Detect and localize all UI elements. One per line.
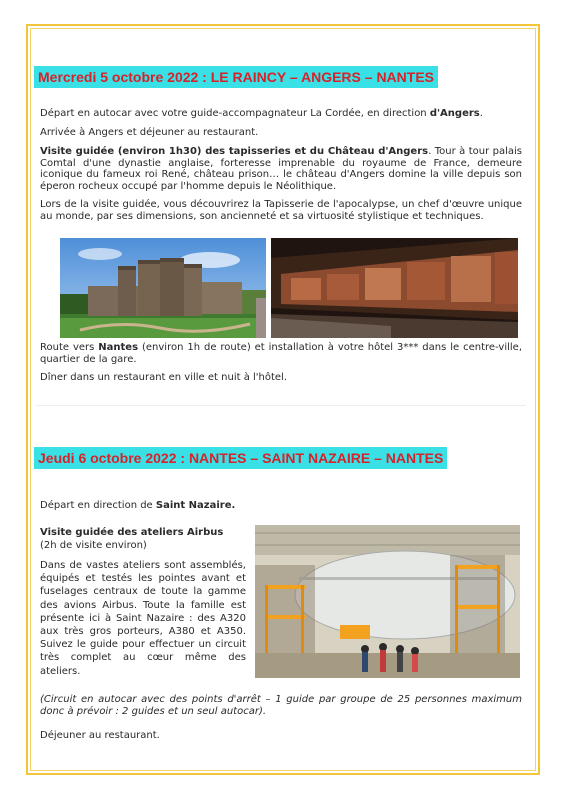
airbus-atelier-photo (255, 525, 520, 678)
day2-note: (Circuit en autocar avec des points d'arrêt – 1 guide par groupe de 25 personnes maximum donc à prévoir : 2 guides et un seul autocar). (40, 694, 522, 717)
day1-visite-bold: Visite guidée (environ 1h30) des tapisseries et du Château d'Angers (40, 146, 429, 157)
day2-depart-bold: Saint Nazaire. (155, 500, 236, 511)
day1-tapisserie: Lors de la visite guidée, vous découvrirez la Tapisserie de l'apocalypse, un chef d'œuvre unique au monde, par ses dimensions, son ancienneté et sa virtuosité stylistique et techniques. (40, 199, 522, 222)
day2-dejeuner: Déjeuner au restaurant. (40, 730, 160, 741)
day1-visite-rest: . Tour à tour palais Comtal d'une dynastie anglaise, forteresse imprenable du royaume de France, demeure iconique du fameux roi René, château prison… le château d'Angers domine la ville depuis son éperon rocheux occupé par l'homme depuis le Néolithique. (40, 146, 523, 192)
day2-visite-bold: Visite guidée des ateliers Airbus (40, 527, 224, 538)
day2-depart-pre: Départ en direction de (40, 500, 156, 511)
day1-depart (40, 108, 520, 120)
day1-title: Mercredi 5 octobre 2022 : LE RAINCY – ANGERS – NANTES (34, 66, 438, 88)
day1-route-post: (environ 1h de route) et installation à votre hôtel 3*** dans le centre-ville, quartier de la gare. (40, 342, 522, 365)
day1-depart-bold: d'Angers (429, 108, 480, 119)
day2-visite (40, 527, 250, 539)
day2-depart (40, 500, 520, 512)
day1-arrivee: Arrivée à Angers et déjeuner au restaurant. (40, 127, 259, 138)
separator (36, 405, 526, 406)
day1-route-pre: Route vers (40, 342, 99, 353)
day2-visite-duree: (2h de visite environ) (40, 540, 147, 551)
tapisserie-apocalypse-photo (271, 238, 518, 338)
day1-depart-pre: Départ en autocar avec votre guide-accompagnateur La Cordée, en direction (40, 108, 430, 119)
day1-route (40, 342, 522, 365)
day1-route-bold: Nantes (98, 342, 139, 353)
day1-depart-post: . (479, 108, 483, 119)
day2-description: Dans de vastes ateliers sont assemblés, équipés et testés les pointes avant et fuselages centraux de toute la gamme des avions Airbus. Toute la famille est présente ici à Saint Nazaire : des A320 aux très gros porteurs, A380 et A350. Suivez le guide pour effectuer un circuit très complet au cœur même des ateliers. (40, 560, 246, 677)
day1-diner: Dîner dans un restaurant en ville et nuit à l'hôtel. (40, 372, 288, 383)
day1-visite (40, 146, 522, 192)
day2-title: Jeudi 6 octobre 2022 : NANTES – SAINT NAZAIRE – NANTES (34, 447, 447, 469)
chateau-angers-photo (60, 238, 266, 338)
